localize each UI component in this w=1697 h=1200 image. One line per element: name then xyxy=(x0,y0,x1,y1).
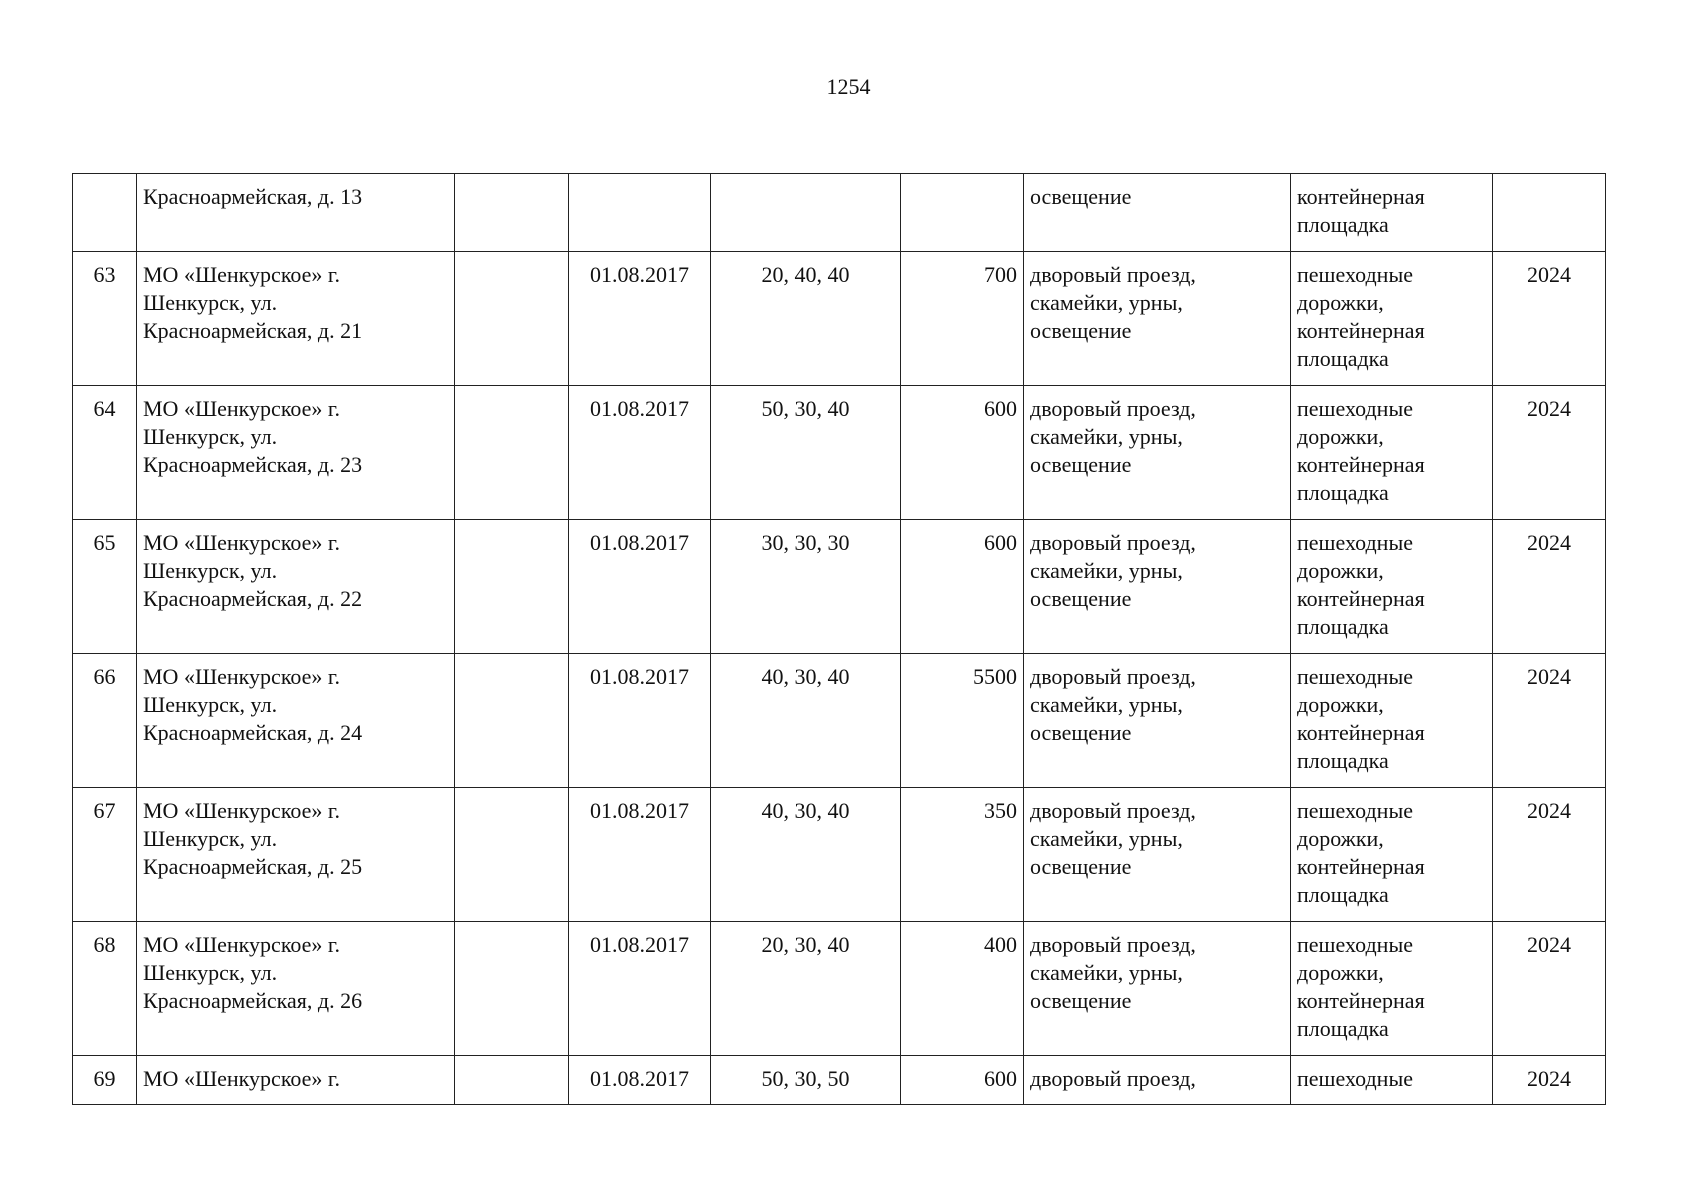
empty-cell xyxy=(455,922,569,1056)
address-cell-line: Красноармейская, д. 25 xyxy=(143,854,363,879)
row-number-cell xyxy=(73,1056,137,1105)
row-number-cell xyxy=(73,174,137,252)
values-cell-text: 40, 30, 40 xyxy=(761,664,850,689)
address-cell-line: Красноармейская, д. 13 xyxy=(143,184,363,209)
works-cell xyxy=(1024,386,1291,520)
date-cell-text: 01.08.2017 xyxy=(590,1066,689,1091)
year-cell xyxy=(1493,174,1606,252)
row-number-cell xyxy=(73,252,137,386)
values-cell-text: 20, 30, 40 xyxy=(761,932,850,957)
values-cell xyxy=(711,252,901,386)
date-cell xyxy=(569,252,711,386)
year-cell-text: 2024 xyxy=(1527,932,1571,957)
extra-works-cell-line: пешеходные xyxy=(1297,530,1413,555)
extra-works-cell-line: дорожки, xyxy=(1297,826,1384,851)
year-cell-text: 2024 xyxy=(1527,262,1571,287)
row-number-cell-text: 68 xyxy=(93,932,116,957)
values-cell-text: 30, 30, 30 xyxy=(761,530,850,555)
year-cell xyxy=(1493,386,1606,520)
area-cell-text: 350 xyxy=(984,798,1017,823)
address-cell-line: Шенкурск, ул. xyxy=(143,826,278,851)
extra-works-cell-line: площадка xyxy=(1297,748,1389,773)
year-cell-text: 2024 xyxy=(1527,798,1571,823)
extra-works-cell xyxy=(1291,520,1493,654)
works-cell-line: освещение xyxy=(1030,854,1132,879)
address-cell-line: Шенкурск, ул. xyxy=(143,558,278,583)
year-cell-text: 2024 xyxy=(1527,396,1571,421)
works-cell-line: освещение xyxy=(1030,720,1132,745)
row-number-cell-text: 69 xyxy=(93,1066,116,1091)
date-cell xyxy=(569,788,711,922)
extra-works-cell xyxy=(1291,252,1493,386)
year-cell-text: 2024 xyxy=(1527,530,1571,555)
date-cell-text: 01.08.2017 xyxy=(590,262,689,287)
date-cell xyxy=(569,520,711,654)
address-cell-line: Красноармейская, д. 23 xyxy=(143,452,363,477)
extra-works-cell-line: пешеходные xyxy=(1297,798,1413,823)
row-number-cell-text: 65 xyxy=(93,530,116,555)
address-cell-line: Шенкурск, ул. xyxy=(143,290,278,315)
extra-works-cell xyxy=(1291,386,1493,520)
empty-cell xyxy=(455,252,569,386)
year-cell xyxy=(1493,520,1606,654)
address-cell xyxy=(137,1056,455,1105)
table-row xyxy=(73,788,1606,922)
area-cell xyxy=(901,520,1024,654)
address-cell xyxy=(137,174,455,252)
area-cell-text: 700 xyxy=(984,262,1017,287)
empty-cell xyxy=(455,654,569,788)
extra-works-cell-line: контейнерная xyxy=(1297,318,1425,343)
empty-cell xyxy=(455,520,569,654)
address-cell xyxy=(137,520,455,654)
values-cell xyxy=(711,174,901,252)
works-cell-line: дворовый проезд, xyxy=(1030,396,1196,421)
works-cell xyxy=(1024,788,1291,922)
works-cell-line: освещение xyxy=(1030,184,1132,209)
works-cell-line: скамейки, урны, xyxy=(1030,692,1183,717)
year-cell-text: 2024 xyxy=(1527,664,1571,689)
date-cell-text: 01.08.2017 xyxy=(590,798,689,823)
extra-works-cell-line: площадка xyxy=(1297,1016,1389,1041)
row-number-cell xyxy=(73,788,137,922)
works-cell-line: скамейки, урны, xyxy=(1030,290,1183,315)
address-cell-line: МО «Шенкурское» г. xyxy=(143,1066,340,1091)
date-cell xyxy=(569,386,711,520)
date-cell xyxy=(569,174,711,252)
address-cell-line: МО «Шенкурское» г. xyxy=(143,932,340,957)
table-row xyxy=(73,520,1606,654)
table-body xyxy=(73,174,1606,1105)
row-number-cell-text: 63 xyxy=(93,262,116,287)
works-cell-line: дворовый проезд, xyxy=(1030,262,1196,287)
row-number-cell xyxy=(73,520,137,654)
works-cell xyxy=(1024,1056,1291,1105)
extra-works-cell-line: пешеходные xyxy=(1297,664,1413,689)
values-cell xyxy=(711,922,901,1056)
extra-works-cell xyxy=(1291,788,1493,922)
address-cell-line: МО «Шенкурское» г. xyxy=(143,798,340,823)
empty-cell xyxy=(455,1056,569,1105)
area-cell xyxy=(901,252,1024,386)
extra-works-cell xyxy=(1291,654,1493,788)
extra-works-cell-line: дорожки, xyxy=(1297,960,1384,985)
works-cell xyxy=(1024,520,1291,654)
extra-works-cell-line: дорожки, xyxy=(1297,290,1384,315)
year-cell xyxy=(1493,1056,1606,1105)
works-cell-line: освещение xyxy=(1030,586,1132,611)
values-cell-text: 40, 30, 40 xyxy=(761,798,850,823)
works-cell-line: дворовый проезд, xyxy=(1030,932,1196,957)
works-cell-line: освещение xyxy=(1030,988,1132,1013)
values-cell-text: 50, 30, 40 xyxy=(761,396,850,421)
extra-works-cell-line: пешеходные xyxy=(1297,396,1413,421)
year-cell-text: 2024 xyxy=(1527,1066,1571,1091)
works-cell-line: скамейки, урны, xyxy=(1030,424,1183,449)
area-cell-text: 600 xyxy=(984,1066,1017,1091)
extra-works-cell-line: контейнерная xyxy=(1297,452,1425,477)
area-cell xyxy=(901,174,1024,252)
row-number-cell-text: 66 xyxy=(93,664,116,689)
extra-works-cell-line: контейнерная xyxy=(1297,720,1425,745)
address-cell xyxy=(137,252,455,386)
values-cell xyxy=(711,654,901,788)
empty-cell xyxy=(455,788,569,922)
values-cell xyxy=(711,520,901,654)
address-cell-line: Красноармейская, д. 26 xyxy=(143,988,363,1013)
empty-cell xyxy=(455,386,569,520)
works-cell-line: дворовый проезд, xyxy=(1030,1066,1196,1091)
area-cell xyxy=(901,386,1024,520)
address-cell xyxy=(137,654,455,788)
extra-works-cell-line: площадка xyxy=(1297,882,1389,907)
extra-works-cell-line: пешеходные xyxy=(1297,932,1413,957)
address-cell-line: Шенкурск, ул. xyxy=(143,960,278,985)
works-cell xyxy=(1024,654,1291,788)
date-cell-text: 01.08.2017 xyxy=(590,396,689,421)
year-cell xyxy=(1493,654,1606,788)
extra-works-cell-line: дорожки, xyxy=(1297,558,1384,583)
values-cell xyxy=(711,386,901,520)
extra-works-cell-line: контейнерная xyxy=(1297,988,1425,1013)
address-cell-line: Красноармейская, д. 21 xyxy=(143,318,363,343)
area-cell xyxy=(901,654,1024,788)
address-cell-line: Шенкурск, ул. xyxy=(143,424,278,449)
address-cell-line: Красноармейская, д. 22 xyxy=(143,586,363,611)
works-cell-line: дворовый проезд, xyxy=(1030,530,1196,555)
works-cell-line: дворовый проезд, xyxy=(1030,798,1196,823)
empty-cell xyxy=(455,174,569,252)
address-cell xyxy=(137,788,455,922)
values-cell xyxy=(711,1056,901,1105)
address-cell xyxy=(137,386,455,520)
works-cell-line: скамейки, урны, xyxy=(1030,960,1183,985)
works-cell xyxy=(1024,252,1291,386)
address-cell-line: МО «Шенкурское» г. xyxy=(143,530,340,555)
date-cell xyxy=(569,654,711,788)
extra-works-cell-line: площадка xyxy=(1297,480,1389,505)
yard-improvement-table xyxy=(72,173,1606,1105)
works-cell-line: скамейки, урны, xyxy=(1030,826,1183,851)
extra-works-cell-line: площадка xyxy=(1297,346,1389,371)
date-cell-text: 01.08.2017 xyxy=(590,530,689,555)
address-cell-line: Красноармейская, д. 24 xyxy=(143,720,363,745)
extra-works-cell-line: пешеходные xyxy=(1297,1066,1413,1091)
date-cell-text: 01.08.2017 xyxy=(590,664,689,689)
area-cell-text: 600 xyxy=(984,396,1017,421)
extra-works-cell-line: дорожки, xyxy=(1297,692,1384,717)
table-row xyxy=(73,386,1606,520)
works-cell-line: дворовый проезд, xyxy=(1030,664,1196,689)
address-cell-line: МО «Шенкурское» г. xyxy=(143,664,340,689)
works-cell xyxy=(1024,922,1291,1056)
year-cell xyxy=(1493,252,1606,386)
area-cell xyxy=(901,788,1024,922)
extra-works-cell-line: пешеходные xyxy=(1297,262,1413,287)
area-cell xyxy=(901,1056,1024,1105)
area-cell xyxy=(901,922,1024,1056)
area-cell-text: 400 xyxy=(984,932,1017,957)
table-row xyxy=(73,252,1606,386)
year-cell xyxy=(1493,788,1606,922)
values-cell-text: 50, 30, 50 xyxy=(761,1066,850,1091)
date-cell-text: 01.08.2017 xyxy=(590,932,689,957)
row-number-cell xyxy=(73,386,137,520)
extra-works-cell xyxy=(1291,922,1493,1056)
works-cell-line: скамейки, урны, xyxy=(1030,558,1183,583)
values-cell xyxy=(711,788,901,922)
extra-works-cell-line: площадка xyxy=(1297,212,1389,237)
extra-works-cell-line: контейнерная xyxy=(1297,586,1425,611)
year-cell xyxy=(1493,922,1606,1056)
extra-works-cell-line: контейнерная xyxy=(1297,854,1425,879)
extra-works-cell-line: дорожки, xyxy=(1297,424,1384,449)
extra-works-cell xyxy=(1291,174,1493,252)
address-cell-line: МО «Шенкурское» г. xyxy=(143,396,340,421)
address-cell-line: Шенкурск, ул. xyxy=(143,692,278,717)
extra-works-cell xyxy=(1291,1056,1493,1105)
date-cell xyxy=(569,922,711,1056)
area-cell-text: 5500 xyxy=(973,664,1017,689)
works-cell xyxy=(1024,174,1291,252)
row-number-cell xyxy=(73,922,137,1056)
extra-works-cell-line: площадка xyxy=(1297,614,1389,639)
table-row xyxy=(73,1056,1606,1105)
works-cell-line: освещение xyxy=(1030,318,1132,343)
address-cell xyxy=(137,922,455,1056)
page-number: 1254 xyxy=(826,74,871,99)
row-number-cell-text: 64 xyxy=(93,396,116,421)
table-row xyxy=(73,174,1606,252)
area-cell-text: 600 xyxy=(984,530,1017,555)
works-cell-line: освещение xyxy=(1030,452,1132,477)
date-cell xyxy=(569,1056,711,1105)
address-cell-line: МО «Шенкурское» г. xyxy=(143,262,340,287)
row-number-cell-text: 67 xyxy=(93,798,116,823)
extra-works-cell-line: контейнерная xyxy=(1297,184,1425,209)
values-cell-text: 20, 40, 40 xyxy=(761,262,850,287)
row-number-cell xyxy=(73,654,137,788)
table-row xyxy=(73,922,1606,1056)
table-row xyxy=(73,654,1606,788)
